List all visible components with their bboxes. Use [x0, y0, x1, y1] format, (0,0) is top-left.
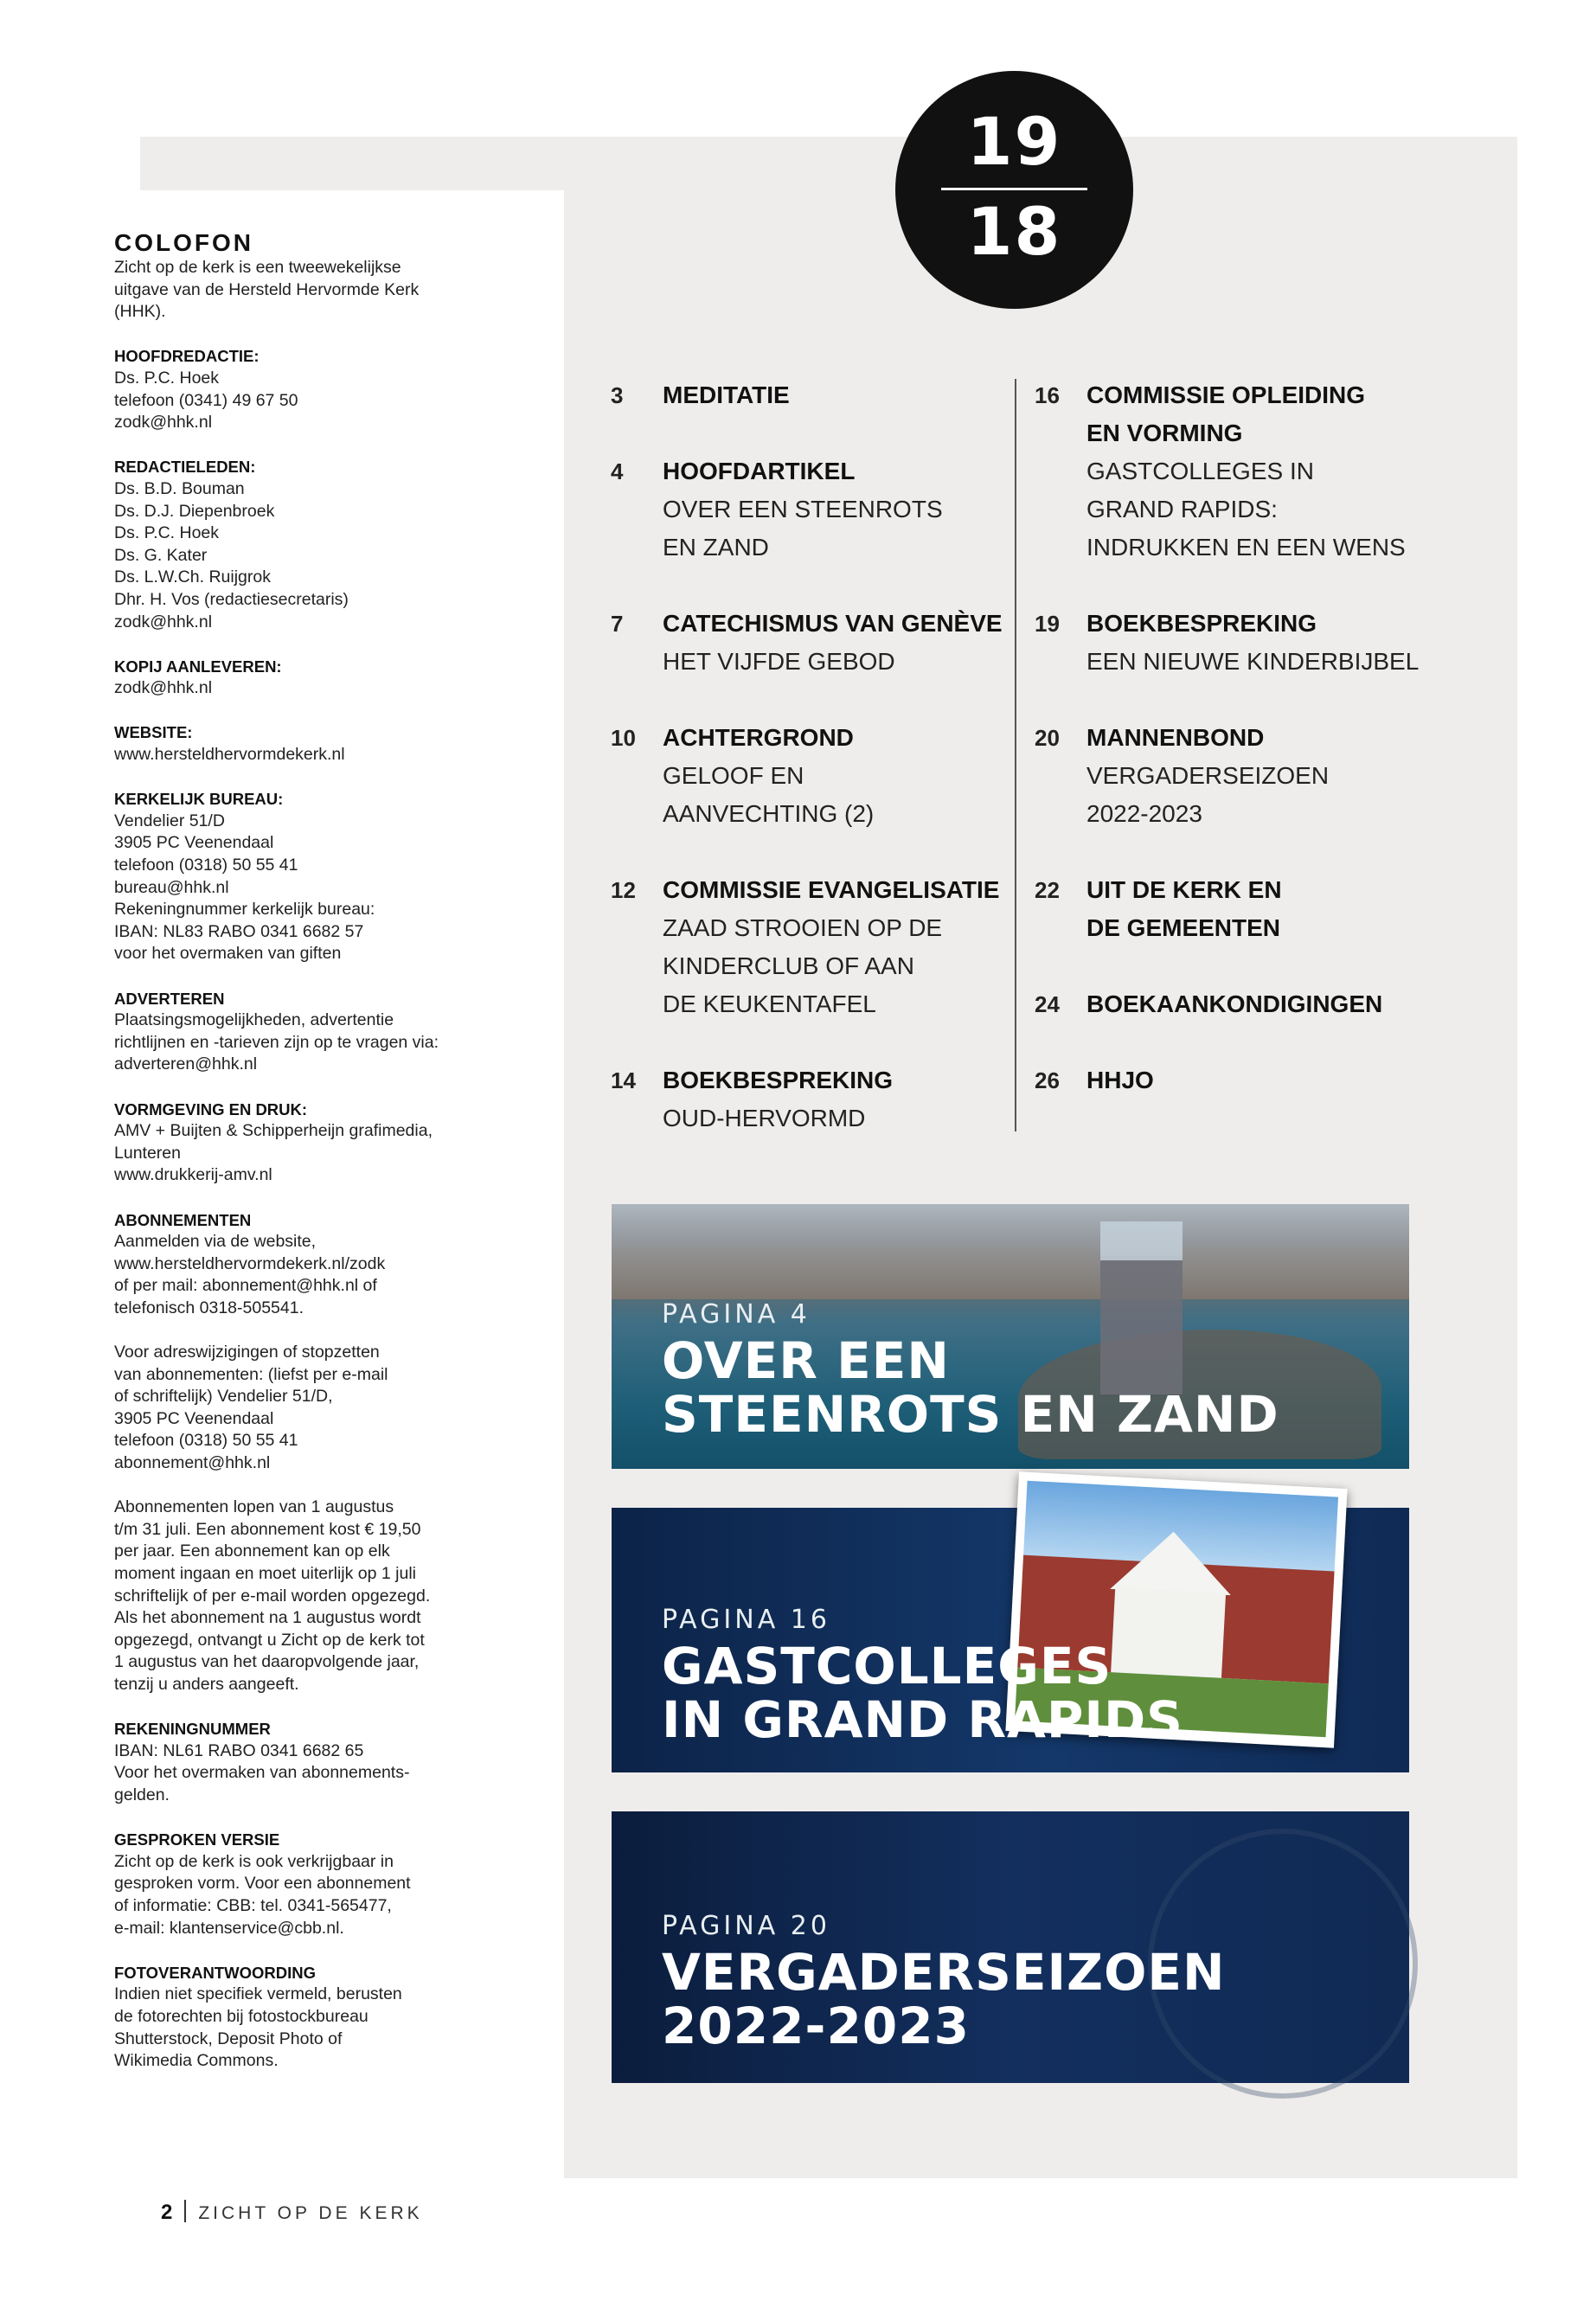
- toc-entry-title: BOEKBESPREKING: [663, 1067, 894, 1093]
- colofon-section-line: Plaatsingsmogelijkheden, advertentie: [114, 1010, 394, 1030]
- toc-page-number: 12: [611, 877, 636, 903]
- colofon-section-line: Ds. P.C. Hoek: [114, 523, 220, 543]
- colofon-section-line: Ds. G. Kater: [114, 545, 208, 565]
- toc-entry-title: EN VORMING: [1086, 420, 1243, 446]
- toc-divider: [1015, 379, 1016, 1131]
- toc-entry[interactable]: [611, 452, 1009, 567]
- toc-entry-title: HHJO: [1086, 1067, 1154, 1093]
- colofon-section: [114, 721, 478, 766]
- toc-entry-subtitle: GELOOF EN: [663, 762, 804, 789]
- colofon-section-line: zodk@hhk.nl: [114, 678, 213, 698]
- colofon-section-line: Ds. B.D. Bouman: [114, 478, 245, 498]
- toc-entry-title: UIT DE KERK EN: [1086, 876, 1282, 903]
- colofon-section: [114, 1718, 478, 1806]
- colofon-section-heading: REDACTIELEDEN:: [114, 458, 256, 477]
- toc-page-number: 4: [611, 458, 624, 484]
- colofon-section-line: IBAN: NL83 RABO 0341 6682 57: [114, 921, 364, 941]
- toc-page-number: 24: [1035, 991, 1060, 1017]
- colofon-section: [114, 656, 478, 700]
- colofon-section-line: abonnement@hhk.nl: [114, 1453, 271, 1473]
- colofon-section: [114, 456, 478, 633]
- colofon-section-line: Dhr. H. Vos (redactiesecretaris): [114, 589, 349, 609]
- toc-entry-text: [1086, 985, 1441, 1023]
- toc-entry-title: CATECHISMUS VAN GENÈVE: [663, 610, 1003, 637]
- toc-entry[interactable]: [1035, 719, 1441, 833]
- banner-headline: GASTCOLLEGES IN GRAND RAPIDS: [662, 1637, 1183, 1749]
- toc-entry-text: [663, 1061, 1009, 1138]
- toc-entry-text: [1086, 1061, 1441, 1099]
- colofon-section-line: per jaar. Een abonnement kan op elk: [114, 1541, 390, 1561]
- toc-entry-title: DE GEMEENTEN: [1086, 914, 1281, 941]
- toc-page-number: 16: [1035, 382, 1060, 408]
- colofon-section: [114, 345, 478, 433]
- colofon-sections: [114, 345, 478, 2072]
- colofon-section-line: t/m 31 juli. Een abonnement kost € 19,50: [114, 1519, 421, 1539]
- issue-badge: [895, 71, 1133, 309]
- colofon-section-line: AMV + Buijten & Schipperheijn grafimedia,: [114, 1121, 433, 1141]
- banner-headline: VERGADERSEIZOEN 2022-2023: [662, 1943, 1226, 2055]
- colofon-section-line: bureau@hhk.nl: [114, 877, 229, 897]
- toc-left-column: [611, 376, 1009, 1176]
- page-footer: [161, 2200, 423, 2225]
- colofon-section: [114, 1962, 478, 2073]
- colofon-section-line: telefoon (0318) 50 55 41: [114, 1431, 298, 1451]
- colofon-section: [114, 1497, 478, 1695]
- colofon-section: [114, 1209, 478, 1320]
- colofon-section-line: Voor het overmaken van abonnements-: [114, 1763, 410, 1783]
- toc-page-number: 7: [611, 611, 624, 637]
- colofon-section-heading: VORMGEVING EN DRUK:: [114, 1099, 308, 1118]
- toc-entry-subtitle: EEN NIEUWE KINDERBIJBEL: [1086, 648, 1420, 675]
- colofon-section-line: of per mail: abonnement@hhk.nl of: [114, 1276, 377, 1296]
- colofon: [114, 229, 478, 2094]
- colofon-section-line: www.hersteldhervormdekerk.nl/zodk: [114, 1253, 386, 1273]
- colofon-section-line: www.drukkerij-amv.nl: [114, 1165, 272, 1185]
- toc-page-number: 22: [1035, 877, 1060, 903]
- toc-entry-subtitle: VERGADERSEIZOEN: [1086, 762, 1330, 789]
- toc-entry-text: [1086, 719, 1441, 833]
- toc-entry[interactable]: [1035, 985, 1441, 1023]
- toc-entry-title: BOEKBESPREKING: [1086, 610, 1317, 637]
- toc-entry-subtitle: GRAND RAPIDS:: [1086, 496, 1278, 522]
- toc-entry-subtitle: OVER EEN STEENROTS: [663, 496, 943, 522]
- colofon-section-heading: REKENINGNUMMER: [114, 1720, 271, 1739]
- toc-entry[interactable]: [611, 605, 1009, 681]
- colofon-section-line: telefoon (0341) 49 67 50: [114, 390, 298, 410]
- toc-entry-text: [663, 452, 1009, 567]
- toc-page-number: 19: [1035, 611, 1060, 637]
- colofon-section-heading: WEBSITE:: [114, 723, 193, 742]
- toc-entry-text: [663, 719, 1009, 833]
- colofon-section-line: Als het abonnement na 1 augustus wordt: [114, 1608, 421, 1628]
- banner-kicker: PAGINA 20: [662, 1911, 830, 1941]
- toc-page-number: 3: [611, 382, 624, 408]
- colofon-section-line: Rekeningnummer kerkelijk bureau:: [114, 900, 375, 920]
- colofon-section: [114, 1342, 478, 1475]
- toc-entry[interactable]: [611, 871, 1009, 1023]
- colofon-section-heading: ADVERTEREN: [114, 989, 225, 1008]
- colofon-section-line: voor het overmaken van giften: [114, 944, 342, 964]
- toc-entry-text: [1086, 605, 1441, 681]
- colofon-section-line: Ds. D.J. Diepenbroek: [114, 501, 275, 521]
- colofon-section-line: of informatie: CBB: tel. 0341-565477,: [114, 1895, 392, 1915]
- colofon-section-line: zodk@hhk.nl: [114, 612, 213, 631]
- colofon-section-heading: GESPROKEN VERSIE: [114, 1830, 280, 1849]
- colofon-section-line: moment ingaan en moet uiterlijk op 1 juli: [114, 1564, 417, 1584]
- toc-entry-title: MANNENBOND: [1086, 724, 1265, 751]
- colofon-section-line: Voor adreswijzigingen of stopzetten: [114, 1343, 380, 1362]
- toc-entry-subtitle: 2022-2023: [1086, 800, 1202, 827]
- footer-separator: [184, 2200, 186, 2222]
- toc-entry-title: COMMISSIE EVANGELISATIE: [663, 876, 1000, 903]
- toc-entry[interactable]: [1035, 605, 1441, 681]
- colofon-intro-line: (HHK).: [114, 302, 166, 322]
- toc-entry-subtitle: HET VIJFDE GEBOD: [663, 648, 895, 675]
- toc-right-column: [1035, 376, 1441, 1138]
- toc-entry-title: HOOFDARTIKEL: [663, 458, 856, 484]
- toc-entry-subtitle: ZAAD STROOIEN OP DE: [663, 914, 943, 941]
- toc-entry-text: [1086, 376, 1441, 567]
- colofon-section-line: de fotorechten bij fotostockbureau: [114, 2006, 369, 2026]
- colofon-section-line: Vendelier 51/D: [114, 811, 225, 830]
- toc-entry[interactable]: [1035, 871, 1441, 947]
- colofon-section-line: richtlijnen en -tarieven zijn op te vragen via:: [114, 1032, 439, 1052]
- toc-page-number: 20: [1035, 725, 1060, 751]
- banner-kicker: PAGINA 16: [662, 1605, 830, 1635]
- toc-entry-title: BOEKAANKONDIGINGEN: [1086, 990, 1383, 1017]
- colofon-section-heading: HOOFDREDACTIE:: [114, 347, 260, 366]
- toc-entry-subtitle: DE KEUKENTAFEL: [663, 990, 876, 1017]
- colofon-section-line: zodk@hhk.nl: [114, 413, 213, 433]
- page-number: 2: [161, 2201, 173, 2224]
- toc-entry-subtitle: KINDERCLUB OF AAN: [663, 952, 914, 979]
- colofon-section-line: 3905 PC Veenendaal: [114, 833, 274, 853]
- colofon-section-heading: ABONNEMENTEN: [114, 1210, 252, 1229]
- colofon-section-heading: FOTOVERANTWOORDING: [114, 1963, 316, 1982]
- colofon-section-line: tenzij u anders aangeeft.: [114, 1675, 299, 1694]
- colofon-section-line: IBAN: NL61 RABO 0341 6682 65: [114, 1740, 364, 1760]
- colofon-section-line: gelden.: [114, 1785, 170, 1804]
- toc-page-number: 10: [611, 725, 636, 751]
- colofon-section: [114, 988, 478, 1076]
- colofon-section-line: Shutterstock, Deposit Photo of: [114, 2029, 343, 2048]
- colofon-section: [114, 1099, 478, 1187]
- footer-background: [0, 2180, 919, 2301]
- colofon-section-line: adverteren@hhk.nl: [114, 1054, 258, 1074]
- toc-entry[interactable]: [611, 1061, 1009, 1138]
- colofon-section-line: 3905 PC Veenendaal: [114, 1408, 274, 1428]
- badge-divider: [941, 188, 1087, 190]
- colofon-intro-line: uitgave van de Hersteld Hervormde Kerk: [114, 279, 420, 299]
- toc-entry-subtitle: OUD-HERVORMD: [663, 1105, 866, 1131]
- toc-entry[interactable]: [1035, 376, 1441, 567]
- banner-waves-image: [612, 1204, 1409, 1299]
- colofon-section-line: Zicht op de kerk is ook verkrijgbaar in: [114, 1851, 394, 1871]
- colofon-section: [114, 788, 478, 965]
- colofon-section-heading: KOPIJ AANLEVEREN:: [114, 657, 282, 676]
- colofon-section-line: of schriftelijk) Vendelier 51/D,: [114, 1387, 333, 1407]
- colofon-section-line: telefonisch 0318-505541.: [114, 1298, 304, 1317]
- issue-number: 19: [966, 103, 1062, 180]
- toc-entry-text: [663, 376, 1009, 414]
- colofon-section-line: van abonnementen: (liefst per e-mail: [114, 1364, 388, 1384]
- toc-page-number: 14: [611, 1067, 636, 1093]
- colofon-intro: [114, 257, 478, 324]
- toc-entry[interactable]: [1035, 1061, 1441, 1099]
- colofon-section-line: opgezegd, ontvangt u Zicht op de kerk tot: [114, 1630, 425, 1650]
- banner-kicker: PAGINA 4: [662, 1299, 811, 1330]
- toc-entry-text: [1086, 871, 1441, 947]
- toc-page-number: 26: [1035, 1067, 1060, 1093]
- colofon-section-line: telefoon (0318) 50 55 41: [114, 856, 298, 875]
- toc-entry-subtitle: GASTCOLLEGES IN: [1086, 458, 1314, 484]
- colofon-section-line: Abonnementen lopen van 1 augustus: [114, 1497, 394, 1517]
- colofon-intro-line: Zicht op de kerk is een tweewekelijkse: [114, 258, 401, 277]
- banner-gastcolleges[interactable]: [612, 1508, 1409, 1772]
- colofon-section-line: schriftelijk of per e-mail worden opgezegd.: [114, 1586, 431, 1606]
- toc-entry-subtitle: EN ZAND: [663, 534, 769, 561]
- colofon-section-line: gesproken vorm. Voor een abonnement: [114, 1874, 411, 1894]
- colofon-section-line: Lunteren: [114, 1143, 181, 1163]
- magazine-name: ZICHT OP DE KERK: [198, 2203, 423, 2223]
- toc-entry-text: [663, 871, 1009, 1023]
- colofon-title: COLOFON: [114, 229, 253, 256]
- toc-entry-title: ACHTERGROND: [663, 724, 854, 751]
- colofon-section-line: www.hersteldhervormdekerk.nl: [114, 745, 345, 765]
- colofon-section-line: Ds. L.W.Ch. Ruijgrok: [114, 567, 271, 587]
- toc-entry-title: MEDITATIE: [663, 381, 790, 408]
- toc-entry-text: [663, 605, 1009, 681]
- colofon-section-line: Aanmelden via de website,: [114, 1232, 317, 1252]
- banner-steenrots[interactable]: [612, 1204, 1409, 1469]
- toc-entry[interactable]: [611, 376, 1009, 414]
- toc-entry[interactable]: [611, 719, 1009, 833]
- toc-entry-title: COMMISSIE OPLEIDING: [1086, 381, 1366, 408]
- colofon-section-heading: KERKELIJK BUREAU:: [114, 790, 284, 809]
- banner-headline: OVER EEN STEENROTS EN ZAND: [662, 1331, 1279, 1444]
- toc-entry-subtitle: AANVECHTING (2): [663, 800, 875, 827]
- volume-number: 18: [966, 193, 1062, 270]
- colofon-section-line: Indien niet specifiek vermeld, berusten: [114, 1984, 402, 2004]
- colofon-section-line: Wikimedia Commons.: [114, 2051, 279, 2071]
- colofon-section-line: Ds. P.C. Hoek: [114, 368, 220, 388]
- banner-vergaderseizoen[interactable]: [612, 1811, 1409, 2083]
- colofon-section: [114, 1829, 478, 1939]
- colofon-section-line: e-mail: klantenservice@cbb.nl.: [114, 1918, 344, 1938]
- toc-entry-subtitle: INDRUKKEN EN EEN WENS: [1086, 534, 1406, 561]
- colofon-section-line: 1 augustus van het daaropvolgende jaar,: [114, 1652, 420, 1672]
